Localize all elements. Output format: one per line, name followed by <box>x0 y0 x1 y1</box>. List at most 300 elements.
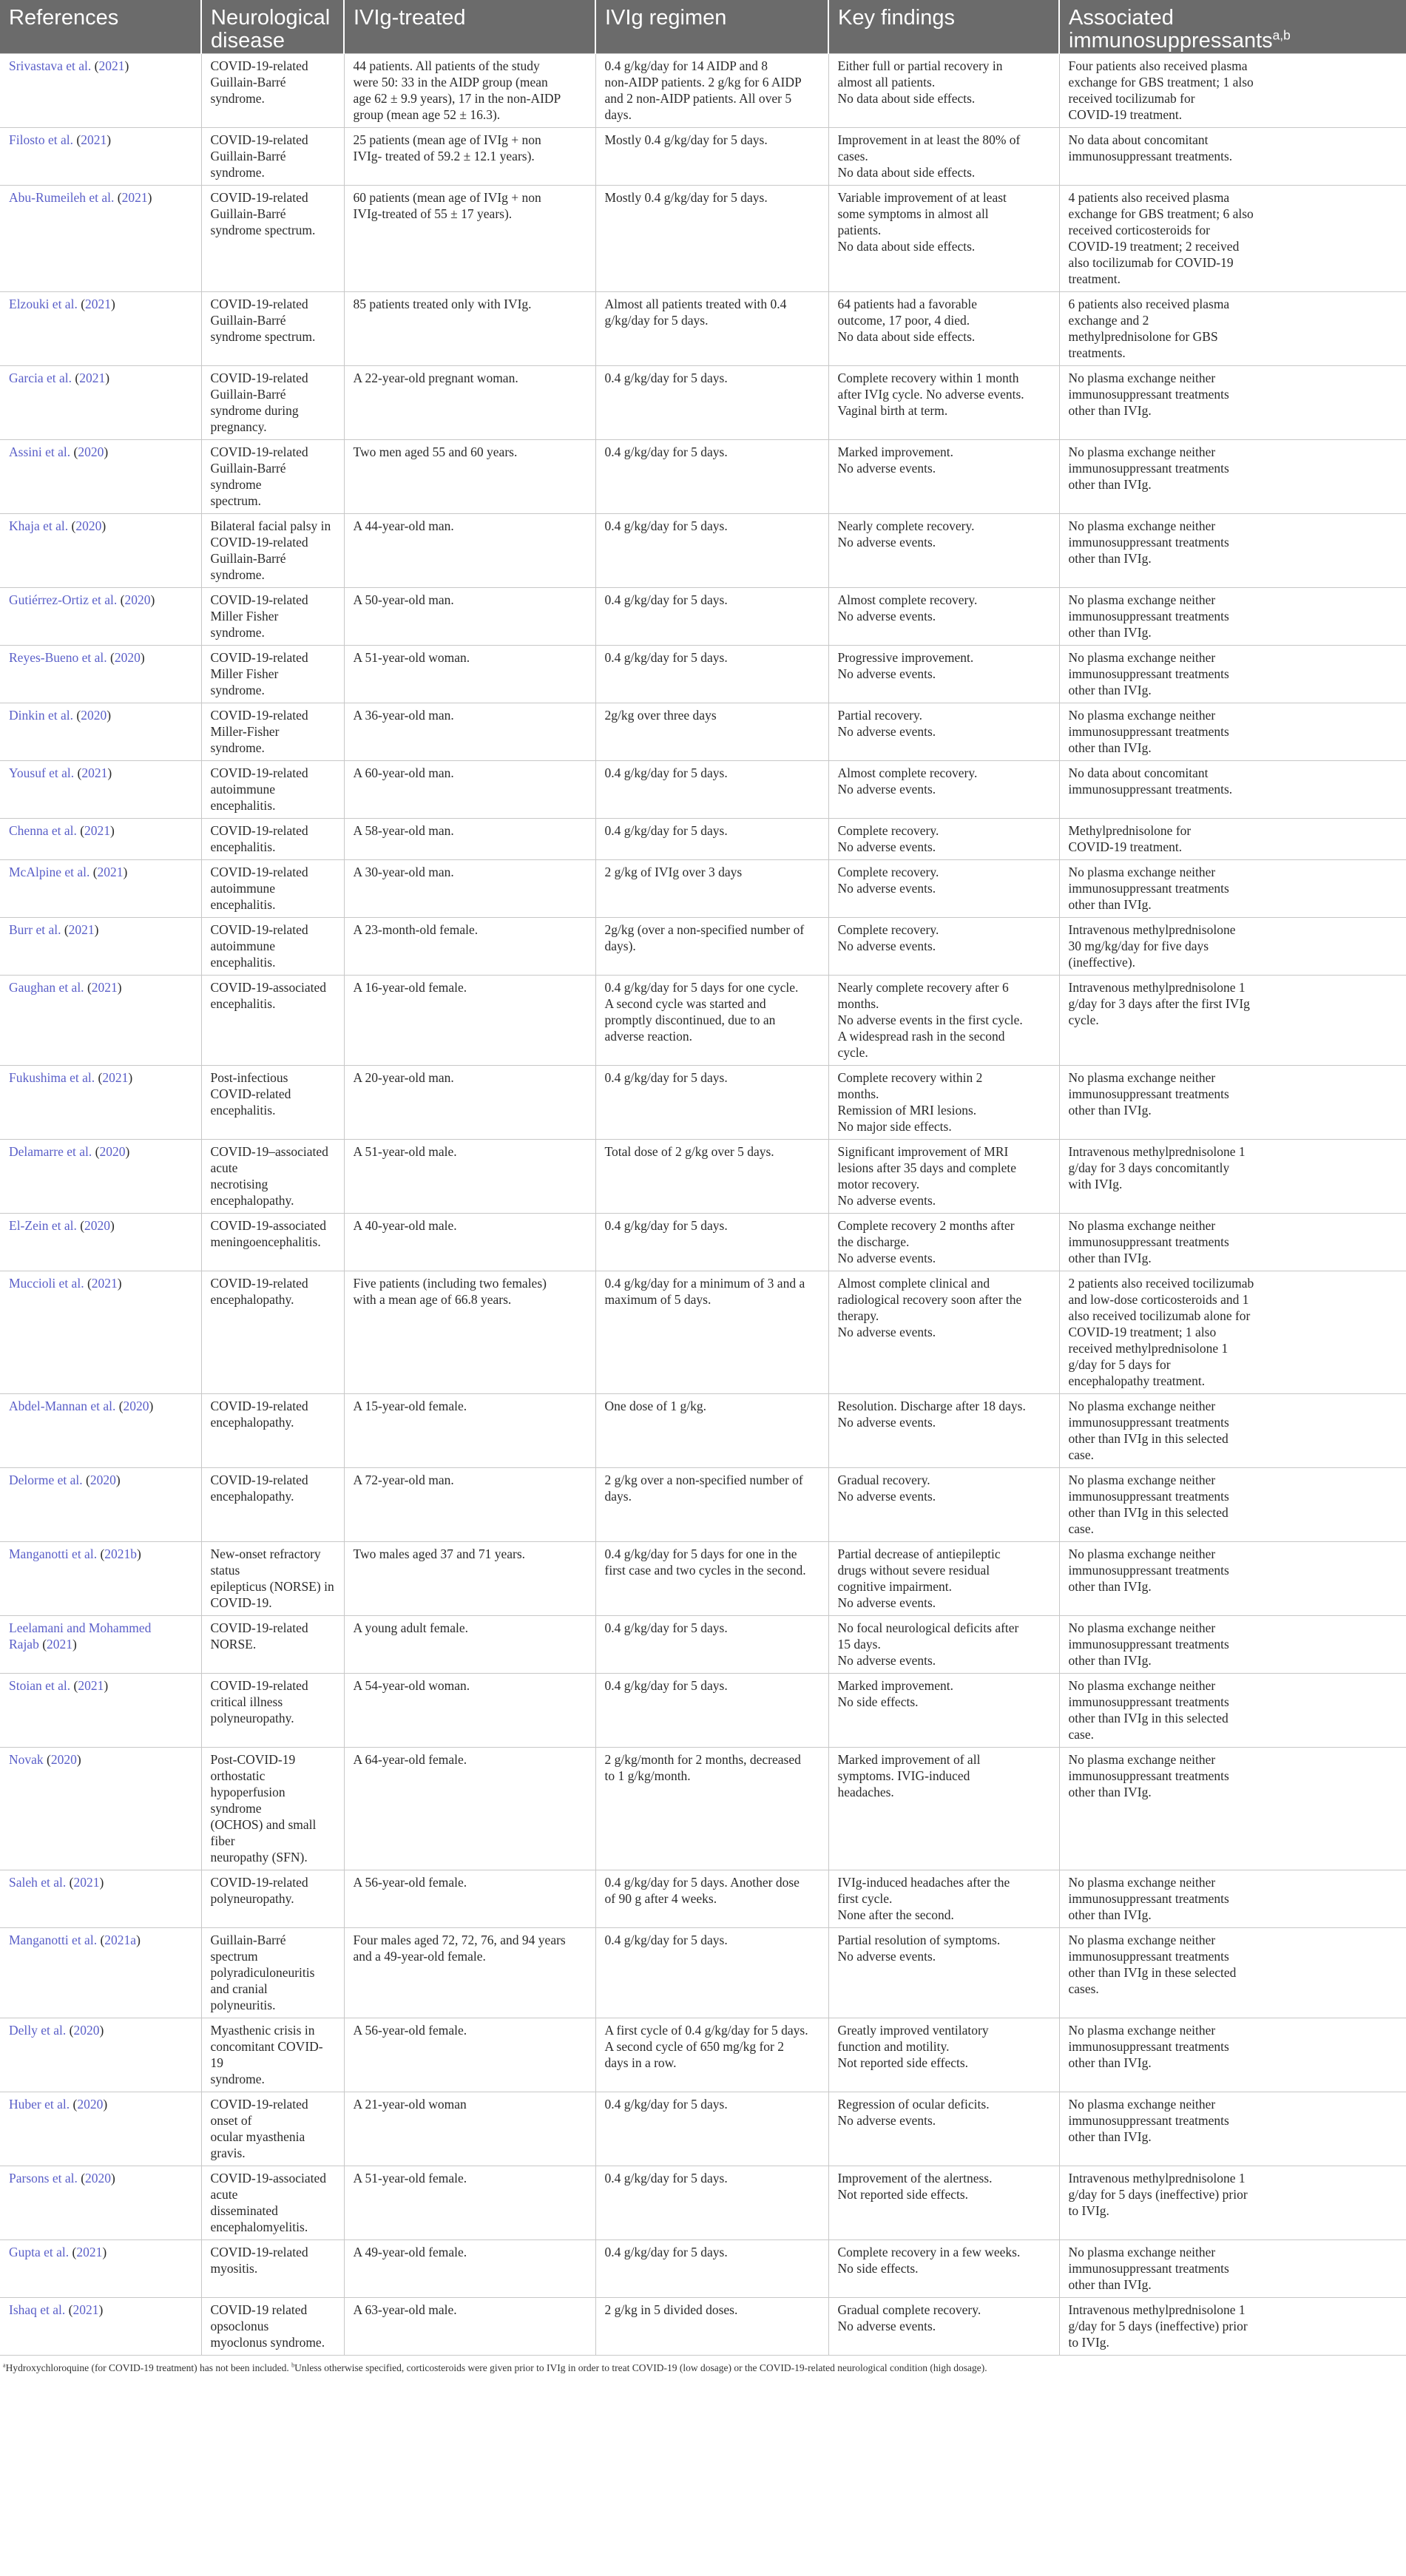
reference-text: McAlpine et al. (2021) <box>9 864 128 879</box>
cell-ivig-treated <box>344 1139 595 1213</box>
cell-neurological-disease-text: COVID-19-related Guillain-Barré syndrome. <box>210 58 308 106</box>
table-row <box>0 703 1406 760</box>
cell-ivig-regimen <box>595 1271 828 1393</box>
cell-key-findings <box>828 2297 1059 2355</box>
cell-ivig-regimen-text: Almost all patients treated with 0.4 g/kg/day for 5 days. <box>604 296 787 328</box>
cell-neurological-disease <box>201 1467 344 1541</box>
cell-reference <box>0 2092 201 2166</box>
reference-author-link[interactable]: Manganotti et al. <box>9 1546 98 1561</box>
cell-key-findings-text: Almost complete recovery. No adverse events. <box>837 765 978 797</box>
cell-key-findings <box>828 2092 1059 2166</box>
table-body <box>0 53 1406 2355</box>
cell-ivig-regimen-text: 0.4 g/kg/day for 5 days. <box>604 1932 728 1947</box>
cell-ivig-treated <box>344 645 595 703</box>
cell-immunosuppressants <box>1059 1271 1406 1393</box>
cell-ivig-regimen-text: 0.4 g/kg/day for 5 days. <box>604 444 728 459</box>
cell-ivig-regimen-text: 0.4 g/kg/day for 5 days. <box>604 2170 728 2185</box>
cell-ivig-treated-text: A 15-year-old female. <box>353 1398 467 1413</box>
reference-author-link[interactable]: Manganotti et al. <box>9 1932 98 1947</box>
reference-year-link[interactable]: 2021 <box>91 979 118 995</box>
cell-ivig-regimen <box>595 439 828 513</box>
cell-key-findings <box>828 127 1059 185</box>
table-row <box>0 1467 1406 1541</box>
cell-ivig-treated <box>344 513 595 587</box>
reference-year-link[interactable]: 2020 <box>85 2170 112 2185</box>
cell-ivig-regimen-text: One dose of 1 g/kg. <box>604 1398 707 1413</box>
reference-year-link[interactable]: 2020 <box>123 1398 149 1413</box>
reference-author-link[interactable]: Srivastava et al. <box>9 58 92 73</box>
cell-ivig-regimen <box>595 365 828 439</box>
cell-ivig-treated <box>344 818 595 859</box>
cell-ivig-regimen <box>595 1615 828 1673</box>
reference-year-link[interactable]: 2020 <box>73 2022 100 2038</box>
cell-immunosuppressants <box>1059 760 1406 818</box>
cell-neurological-disease <box>201 2018 344 2092</box>
cell-ivig-regimen <box>595 1747 828 1870</box>
cell-key-findings <box>828 513 1059 587</box>
reference-author-link[interactable]: Delly et al. <box>9 2022 67 2038</box>
cell-key-findings <box>828 859 1059 917</box>
cell-neurological-disease-text: COVID-19-related Miller Fisher syndrome. <box>210 649 308 697</box>
cell-ivig-treated <box>344 2018 595 2092</box>
cell-immunosuppressants <box>1059 2166 1406 2239</box>
cell-key-findings <box>828 365 1059 439</box>
reference-year-link[interactable]: 2021 <box>98 58 125 73</box>
reference-author-link[interactable]: El-Zein et al. <box>9 1217 77 1233</box>
cell-neurological-disease-text: COVID-19 related opsoclonus myoclonus syndrome. <box>210 2302 325 2350</box>
table-row <box>0 1870 1406 1927</box>
cell-ivig-treated-text: 60 patients (mean age of IVIg + non IVIg-treated of 55 ± 17 years). <box>353 189 541 221</box>
cell-neurological-disease-text: COVID-19-associated meningoencephalitis. <box>210 1217 326 1249</box>
reference-year-link[interactable]: 2020 <box>84 1217 111 1233</box>
cell-ivig-treated-text: 25 patients (mean age of IVIg + non IVIg- treated of 59.2 ± 12.1 years). <box>353 132 541 163</box>
cell-ivig-regimen-text: 0.4 g/kg/day for a minimum of 3 and a maximum of 5 days. <box>604 1275 805 1307</box>
reference-text: Leelamani and Mohammed Rajab (2021) <box>9 1620 152 1652</box>
table-row <box>0 1927 1406 2018</box>
reference-year-link[interactable]: 2021 <box>78 1677 104 1693</box>
reference-text: Khaja et al. (2020) <box>9 518 107 533</box>
cell-key-findings <box>828 917 1059 975</box>
cell-key-findings <box>828 1673 1059 1747</box>
header-footnote-marker: a,b <box>1272 27 1291 43</box>
reference-author-link[interactable]: Elzouki et al. <box>9 296 78 311</box>
cell-immunosuppressants <box>1059 439 1406 513</box>
cell-key-findings-text: Progressive improvement. No adverse events. <box>837 649 974 681</box>
reference-author-link[interactable]: Ishaq et al. <box>9 2302 66 2317</box>
cell-ivig-treated-text: A 21-year-old woman <box>353 2096 467 2112</box>
cell-reference <box>0 587 201 645</box>
reference-year-link[interactable]: 2021 <box>84 822 111 838</box>
reference-author-link[interactable]: Dinkin et al. <box>9 707 73 723</box>
table-row <box>0 1213 1406 1271</box>
reference-text: Fukushima et al. (2021) <box>9 1069 133 1085</box>
cell-reference <box>0 1673 201 1747</box>
cell-immunosuppressants <box>1059 291 1406 365</box>
reference-text: Filosto et al. (2021) <box>9 132 112 147</box>
reference-year-link[interactable]: 2021 <box>91 1275 118 1291</box>
cell-neurological-disease <box>201 917 344 975</box>
cell-neurological-disease <box>201 587 344 645</box>
cell-neurological-disease <box>201 645 344 703</box>
cell-ivig-treated-text: A 54-year-old woman. <box>353 1677 470 1693</box>
cell-ivig-regimen-text: A first cycle of 0.4 g/kg/day for 5 days. A second cycle of 650 mg/kg for 2 days in a row. <box>604 2022 808 2070</box>
table-row <box>0 2092 1406 2166</box>
cell-ivig-treated <box>344 760 595 818</box>
reference-text: Garcia et al. (2021) <box>9 370 110 385</box>
cell-ivig-treated <box>344 2166 595 2239</box>
cell-ivig-regimen-text: 0.4 g/kg/day for 5 days. <box>604 765 728 780</box>
table-row <box>0 1065 1406 1139</box>
reference-year-link[interactable]: 2021 <box>68 922 95 937</box>
reference-author-link[interactable]: Saleh et al. <box>9 1874 67 1890</box>
cell-ivig-treated-text: A 63-year-old male. <box>353 2302 457 2317</box>
cell-neurological-disease <box>201 1139 344 1213</box>
cell-ivig-regimen-text: 2 g/kg in 5 divided doses. <box>604 2302 738 2317</box>
cell-key-findings-text: No focal neurological deficits after 15 days. No adverse events. <box>837 1620 1019 1668</box>
cell-neurological-disease <box>201 1870 344 1927</box>
reference-year-link[interactable]: 2020 <box>75 518 102 533</box>
cell-ivig-regimen-text: 0.4 g/kg/day for 5 days. <box>604 1620 728 1635</box>
cell-ivig-treated-text: Four males aged 72, 72, 76, and 94 years and a 49-year-old female. <box>353 1932 566 1964</box>
cell-immunosuppressants <box>1059 1747 1406 1870</box>
cell-key-findings <box>828 818 1059 859</box>
cell-ivig-treated <box>344 185 595 291</box>
cell-ivig-treated <box>344 859 595 917</box>
cell-ivig-regimen-text: 2 g/kg/month for 2 months, decreased to 1 g/kg/month. <box>604 1751 801 1783</box>
cell-ivig-regimen-text: 0.4 g/kg/day for 5 days. <box>604 370 728 385</box>
reference-author-link[interactable]: Stoian et al. <box>9 1677 71 1693</box>
cell-key-findings <box>828 1541 1059 1615</box>
reference-author-link[interactable]: Filosto et al. <box>9 132 74 147</box>
cell-neurological-disease-text: COVID-19-related polyneuropathy. <box>210 1874 308 1906</box>
cell-key-findings-text: Significant improvement of MRI lesions after 35 days and complete motor recovery. No adverse events. <box>837 1143 1017 1208</box>
cell-ivig-treated <box>344 1927 595 2018</box>
cell-ivig-treated-text: A 51-year-old male. <box>353 1143 457 1159</box>
cell-neurological-disease <box>201 1271 344 1393</box>
cell-key-findings-text: Partial recovery. No adverse events. <box>837 707 936 739</box>
cell-ivig-regimen <box>595 975 828 1065</box>
reference-text: Manganotti et al. (2021b) <box>9 1546 141 1561</box>
reference-text: Elzouki et al. (2021) <box>9 296 115 311</box>
cell-ivig-regimen <box>595 1139 828 1213</box>
table-header <box>0 0 1406 53</box>
cell-reference <box>0 760 201 818</box>
cell-immunosuppressants <box>1059 1467 1406 1541</box>
table-row <box>0 587 1406 645</box>
cell-ivig-regimen <box>595 1065 828 1139</box>
reference-text: Huber et al. (2020) <box>9 2096 108 2112</box>
cell-neurological-disease <box>201 513 344 587</box>
cell-ivig-treated-text: A 22-year-old pregnant woman. <box>353 370 518 385</box>
cell-ivig-treated <box>344 1870 595 1927</box>
reference-author-link[interactable]: Garcia et al. <box>9 370 72 385</box>
reference-author-link[interactable]: Reyes-Bueno et al. <box>9 649 107 665</box>
cell-ivig-regimen-text: 0.4 g/kg/day for 5 days. <box>604 1069 728 1085</box>
cell-immunosuppressants-text: Intravenous methylprednisolone 1 g/day for 3 days concomitantly with IVIg. <box>1068 1143 1246 1191</box>
reference-author-link[interactable]: Gaughan et al. <box>9 979 84 995</box>
cell-ivig-treated <box>344 2092 595 2166</box>
reference-text: Reyes-Bueno et al. (2020) <box>9 649 145 665</box>
cell-key-findings <box>828 645 1059 703</box>
reference-year-link[interactable]: 2020 <box>81 707 107 723</box>
cell-key-findings <box>828 1467 1059 1541</box>
cell-immunosuppressants <box>1059 513 1406 587</box>
cell-reference <box>0 513 201 587</box>
reference-author-link[interactable]: Yousuf et al. <box>9 765 75 780</box>
cell-key-findings-text: Regression of ocular deficits. No adverse events. <box>837 2096 990 2128</box>
col-header-references: References <box>0 0 201 53</box>
cell-reference <box>0 1271 201 1393</box>
reference-text: Parsons et al. (2020) <box>9 2170 115 2185</box>
cell-immunosuppressants-text: No plasma exchange neither immunosuppressant treatments other than IVIg. <box>1068 1069 1229 1118</box>
cell-ivig-regimen-text: 2g/kg (over a non-specified number of days). <box>604 922 805 953</box>
cell-key-findings-text: 64 patients had a favorable outcome, 17 poor, 4 died. No data about side effects. <box>837 296 978 344</box>
cell-neurological-disease <box>201 859 344 917</box>
cell-key-findings-text: Marked improvement of all symptoms. IVIG-induced headaches. <box>837 1751 981 1799</box>
reference-text: Stoian et al. (2021) <box>9 1677 109 1693</box>
cell-ivig-regimen-text: Total dose of 2 g/kg over 5 days. <box>604 1143 774 1159</box>
cell-reference <box>0 1065 201 1139</box>
reference-year-link[interactable]: 2020 <box>89 1472 116 1487</box>
cell-key-findings-text: Improvement of the alertness. Not reported side effects. <box>837 2170 993 2202</box>
reference-text: Abu-Rumeileh et al. (2021) <box>9 189 152 205</box>
cell-neurological-disease <box>201 1673 344 1747</box>
cell-neurological-disease <box>201 365 344 439</box>
cell-key-findings <box>828 439 1059 513</box>
table-row <box>0 127 1406 185</box>
table-row <box>0 53 1406 127</box>
cell-ivig-treated <box>344 1213 595 1271</box>
cell-immunosuppressants-text: Methylprednisolone for COVID-19 treatment. <box>1068 822 1192 854</box>
cell-neurological-disease <box>201 1747 344 1870</box>
cell-immunosuppressants <box>1059 859 1406 917</box>
reference-author-link[interactable]: Abu-Rumeileh et al. <box>9 189 115 205</box>
reference-year-link[interactable]: 2021b <box>104 1546 138 1561</box>
cell-key-findings-text: Gradual recovery. No adverse events. <box>837 1472 936 1504</box>
reference-author-link[interactable]: Parsons et al. <box>9 2170 78 2185</box>
cell-ivig-regimen-text: 0.4 g/kg/day for 5 days. <box>604 592 728 607</box>
reference-author-link[interactable]: Assini et al. <box>9 444 71 459</box>
cell-ivig-regimen-text: Mostly 0.4 g/kg/day for 5 days. <box>604 189 768 205</box>
cell-ivig-treated <box>344 53 595 127</box>
cell-immunosuppressants <box>1059 185 1406 291</box>
reference-year-link[interactable]: 2020 <box>114 649 141 665</box>
cell-immunosuppressants <box>1059 1393 1406 1467</box>
cell-key-findings <box>828 1213 1059 1271</box>
reference-author-link[interactable]: Gupta et al. <box>9 2244 70 2259</box>
cell-reference <box>0 1393 201 1467</box>
cell-key-findings-text: Complete recovery in a few weeks. No side effects. <box>837 2244 1021 2276</box>
table-row <box>0 365 1406 439</box>
cell-ivig-regimen <box>595 760 828 818</box>
reference-author-link[interactable]: Fukushima et al. <box>9 1069 95 1085</box>
cell-key-findings <box>828 185 1059 291</box>
cell-key-findings <box>828 760 1059 818</box>
footnote-a-text: Hydroxychloroquine (for COVID-19 treatment) has not been included. <box>5 2362 289 2373</box>
cell-ivig-regimen-text: 2 g/kg over a non-specified number of days. <box>604 1472 803 1504</box>
table-row <box>0 2018 1406 2092</box>
reference-year-link[interactable]: 2021 <box>81 132 107 147</box>
col-header-ivig-regimen: IVIg regimen <box>595 0 828 53</box>
reference-author-link[interactable]: Muccioli et al. <box>9 1275 84 1291</box>
cell-reference <box>0 53 201 127</box>
cell-ivig-regimen-text: 0.4 g/kg/day for 5 days. <box>604 649 728 665</box>
cell-ivig-regimen-text: 0.4 g/kg/day for 14 AIDP and 8 non-AIDP patients. 2 g/kg for 6 AIDP and 2 non-AIDP patients. All over 5 days. <box>604 58 802 122</box>
cell-neurological-disease <box>201 53 344 127</box>
cell-reference <box>0 1747 201 1870</box>
cell-neurological-disease-text: COVID-19-related autoimmune encephalitis. <box>210 864 308 912</box>
reference-text: Saleh et al. (2021) <box>9 1874 104 1890</box>
cell-immunosuppressants <box>1059 975 1406 1065</box>
cell-neurological-disease-text: COVID-19-related critical illness polyneuropathy. <box>210 1677 308 1725</box>
cell-ivig-treated-text: A 56-year-old female. <box>353 1874 467 1890</box>
cell-immunosuppressants-text: No plasma exchange neither immunosuppressant treatments other than IVIg. <box>1068 707 1229 755</box>
reference-author-link[interactable]: McAlpine et al. <box>9 864 90 879</box>
reference-year-link[interactable]: 2021 <box>73 1874 100 1890</box>
reference-year-link[interactable]: 2020 <box>77 2096 104 2112</box>
cell-neurological-disease-text: COVID-19-related Guillain-Barré syndrome spectrum. <box>210 444 308 508</box>
cell-ivig-treated <box>344 1615 595 1673</box>
cell-ivig-regimen <box>595 1541 828 1615</box>
cell-immunosuppressants <box>1059 1213 1406 1271</box>
cell-key-findings-text: Almost complete clinical and radiological recovery soon after the therapy. No adverse events. <box>837 1275 1022 1339</box>
cell-ivig-regimen <box>595 127 828 185</box>
reference-year-link[interactable]: 2021 <box>47 1636 73 1652</box>
cell-immunosuppressants-text: No plasma exchange neither immunosuppressant treatments other than IVIg in this selected case. <box>1068 1677 1229 1742</box>
cell-ivig-treated-text: A 49-year-old female. <box>353 2244 467 2259</box>
reference-year-link[interactable]: 2021a <box>104 1932 137 1947</box>
cell-immunosuppressants-text: Intravenous methylprednisolone 1 g/day for 3 days after the first IVIg cycle. <box>1068 979 1250 1027</box>
reference-author-link[interactable]: Abdel-Mannan et al. <box>9 1398 116 1413</box>
footnote-b-marker: b <box>291 2362 295 2368</box>
reference-author-link[interactable]: Huber et al. <box>9 2096 70 2112</box>
table-footnote <box>0 2356 1406 2375</box>
cell-ivig-regimen-text: 0.4 g/kg/day for 5 days for one in the first case and two cycles in the second. <box>604 1546 806 1578</box>
cell-immunosuppressants-text: No plasma exchange neither immunosuppressant treatments other than IVIg. <box>1068 592 1229 640</box>
cell-ivig-regimen-text: 2 g/kg of IVIg over 3 days <box>604 864 743 879</box>
cell-key-findings <box>828 53 1059 127</box>
table-row <box>0 1673 1406 1747</box>
cell-ivig-regimen <box>595 1673 828 1747</box>
cell-ivig-treated <box>344 1271 595 1393</box>
cell-reference <box>0 127 201 185</box>
reference-year-link[interactable]: 2021 <box>85 296 112 311</box>
cell-neurological-disease-text: COVID-19-related Miller Fisher syndrome. <box>210 592 308 640</box>
reference-year-link[interactable]: 2020 <box>50 1751 77 1767</box>
reference-year-link[interactable]: 2021 <box>76 2244 103 2259</box>
cell-ivig-regimen <box>595 185 828 291</box>
reference-year-link[interactable]: 2021 <box>81 765 108 780</box>
reference-author-link[interactable]: Khaja et al. <box>9 518 69 533</box>
cell-immunosuppressants <box>1059 1541 1406 1615</box>
cell-key-findings-text: Marked improvement. No side effects. <box>837 1677 953 1709</box>
cell-neurological-disease-text: COVID-19-associated acute disseminated encephalomyelitis. <box>210 2170 326 2234</box>
reference-text: Delly et al. (2020) <box>9 2022 104 2038</box>
table-row <box>0 645 1406 703</box>
reference-year-link[interactable]: 2020 <box>124 592 151 607</box>
cell-reference <box>0 703 201 760</box>
reference-author-link[interactable]: Delorme et al. <box>9 1472 83 1487</box>
cell-neurological-disease-text: COVID-19–associated acute necrotising encephalopathy. <box>210 1143 328 1208</box>
cell-immunosuppressants-text: Four patients also received plasma exchange for GBS treatment; 1 also received tocilizumab for COVID-19 treatment. <box>1068 58 1254 122</box>
cell-ivig-regimen <box>595 587 828 645</box>
cell-reference <box>0 1615 201 1673</box>
cell-neurological-disease <box>201 818 344 859</box>
cell-reference <box>0 975 201 1065</box>
reference-author-link[interactable]: Novak <box>9 1751 44 1767</box>
cell-immunosuppressants-text: No plasma exchange neither immunosuppressant treatments other than IVIg. <box>1068 1620 1229 1668</box>
cell-immunosuppressants <box>1059 587 1406 645</box>
cell-neurological-disease-text: Post-infectious COVID-related encephalitis. <box>210 1069 291 1118</box>
cell-immunosuppressants <box>1059 2092 1406 2166</box>
cell-key-findings <box>828 1393 1059 1467</box>
cell-immunosuppressants <box>1059 127 1406 185</box>
cell-ivig-regimen-text: 0.4 g/kg/day for 5 days. <box>604 1217 728 1233</box>
reference-year-link[interactable]: 2021 <box>102 1069 129 1085</box>
cell-key-findings-text: Partial decrease of antiepileptic drugs without severe residual cognitive impairment. No adverse events. <box>837 1546 1001 1610</box>
cell-reference <box>0 2018 201 2092</box>
reference-year-link[interactable]: 2021 <box>72 2302 99 2317</box>
cell-immunosuppressants <box>1059 1615 1406 1673</box>
cell-key-findings <box>828 587 1059 645</box>
reference-year-link[interactable]: 2021 <box>79 370 106 385</box>
cell-reference <box>0 2239 201 2297</box>
cell-key-findings <box>828 2166 1059 2239</box>
reference-author-link[interactable]: Leelamani and Mohammed Rajab <box>9 1620 152 1652</box>
cell-neurological-disease-text: Post-COVID-19 orthostatic hypoperfusion syndrome (OCHOS) and small fiber neuropathy (SFN). <box>210 1751 317 1865</box>
cell-immunosuppressants <box>1059 917 1406 975</box>
reference-text: Novak (2020) <box>9 1751 81 1767</box>
cell-ivig-treated <box>344 1673 595 1747</box>
cell-neurological-disease <box>201 1213 344 1271</box>
cell-reference <box>0 2166 201 2239</box>
cell-ivig-regimen <box>595 2297 828 2355</box>
reference-author-link[interactable]: Delamarre et al. <box>9 1143 92 1159</box>
cell-ivig-treated <box>344 439 595 513</box>
cell-ivig-treated-text: A 40-year-old male. <box>353 1217 457 1233</box>
cell-ivig-regimen <box>595 2018 828 2092</box>
cell-ivig-treated-text: A young adult female. <box>353 1620 469 1635</box>
reference-year-link[interactable]: 2020 <box>78 444 104 459</box>
cell-neurological-disease-text: COVID-19-related autoimmune encephalitis. <box>210 765 308 813</box>
cell-reference <box>0 2297 201 2355</box>
cell-ivig-regimen-text: 0.4 g/kg/day for 5 days. <box>604 518 728 533</box>
reference-year-link[interactable]: 2020 <box>99 1143 126 1159</box>
cell-immunosuppressants-text: No plasma exchange neither immunosuppressant treatments other than IVIg. <box>1068 2022 1229 2070</box>
reference-author-link[interactable]: Burr et al. <box>9 922 61 937</box>
cell-immunosuppressants <box>1059 365 1406 439</box>
cell-immunosuppressants <box>1059 2018 1406 2092</box>
reference-text: El-Zein et al. (2020) <box>9 1217 115 1233</box>
col-header-ivig-treated: IVIg-treated <box>344 0 595 53</box>
reference-text: Ishaq et al. (2021) <box>9 2302 104 2317</box>
reference-author-link[interactable]: Chenna et al. <box>9 822 77 838</box>
reference-year-link[interactable]: 2021 <box>97 864 124 879</box>
reference-year-link[interactable]: 2021 <box>121 189 148 205</box>
reference-text: Muccioli et al. (2021) <box>9 1275 122 1291</box>
cell-ivig-regimen-text: 0.4 g/kg/day for 5 days. <box>604 1677 728 1693</box>
cell-immunosuppressants <box>1059 818 1406 859</box>
cell-ivig-regimen-text: 0.4 g/kg/day for 5 days. Another dose of 90 g after 4 weeks. <box>604 1874 800 1906</box>
table-row <box>0 818 1406 859</box>
reference-author-link[interactable]: Gutiérrez-Ortiz et al. <box>9 592 118 607</box>
cell-key-findings-text: Marked improvement. No adverse events. <box>837 444 953 476</box>
cell-neurological-disease-text: COVID-19-related encephalopathy. <box>210 1275 308 1307</box>
table-row <box>0 439 1406 513</box>
reference-text: Abdel-Mannan et al. (2020) <box>9 1398 154 1413</box>
cell-immunosuppressants-text: No data about concomitant immunosuppressant treatments. <box>1068 765 1233 797</box>
cell-key-findings <box>828 975 1059 1065</box>
